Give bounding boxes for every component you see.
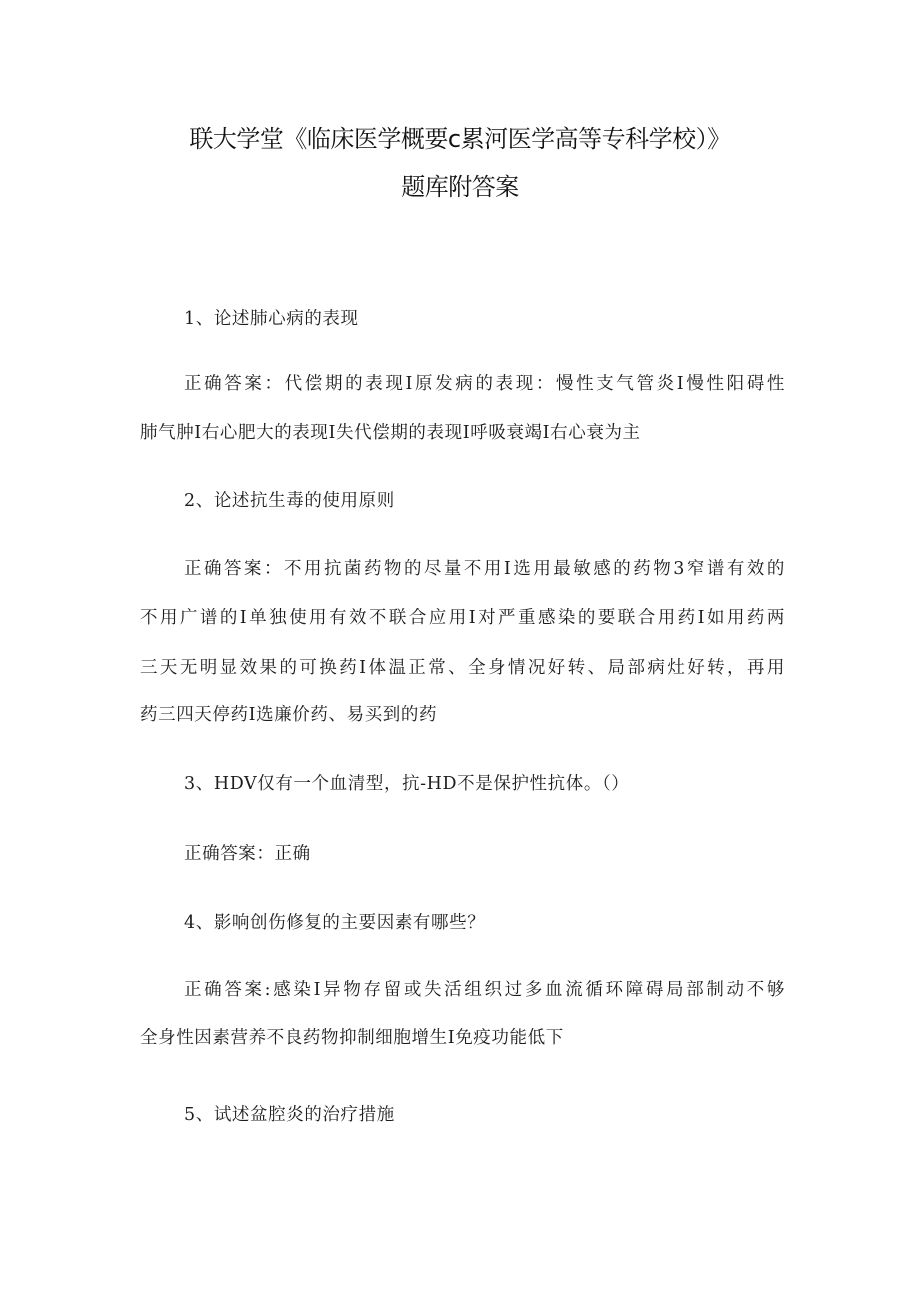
answer-4-line-2: 全身性因素营养不良药物抑制细胞增生I免疫功能低下 [140,1028,564,1048]
answer-2-line-3: 三天无明显效果的可换药I体温正常、全身情况好转、局部病灶好转，再用 [140,658,785,678]
document-title-line-1: 联大学堂《临床医学概要c累河医学高等专科学校）》 [189,125,731,153]
answer-2-line-2: 不用广谱的I单独使用有效不联合应用I对严重感染的要联合用药I如用药两 [140,608,785,628]
answer-1-line-1: 正确答案：代偿期的表现I原发病的表现：慢性支气管炎I慢性阳碍性 [184,374,785,394]
question-4: 4、影响创伤修复的主要因素有哪些？ [184,913,486,933]
question-3: 3、HDV仅有一个血清型，抗-HD不是保护性抗体。（） [184,774,630,794]
question-5: 5、试述盆腔炎的治疗措施 [184,1105,395,1125]
question-1: 1、论述肺心病的表现 [184,309,359,329]
question-2: 2、论述抗生毒的使用原则 [184,491,395,511]
answer-1-line-2: 肺气肿I右心肥大的表现I失代偿期的表现I呼吸衰竭I右心衰为主 [140,423,641,443]
answer-2-line-4: 药三四天停药I选廉价药、易买到的药 [140,705,438,725]
answer-4-line-1: 正确答案:感染I异物存留或失活组织过多血流循环障碍局部制动不够 [184,980,785,1000]
answer-2-line-1: 正确答案：不用抗菌药物的尽量不用I选用最敏感的药物3窄谱有效的 [184,559,785,579]
answer-3-line-1: 正确答案：正确 [184,844,311,864]
document-title-line-2: 题库附答案 [401,173,519,201]
